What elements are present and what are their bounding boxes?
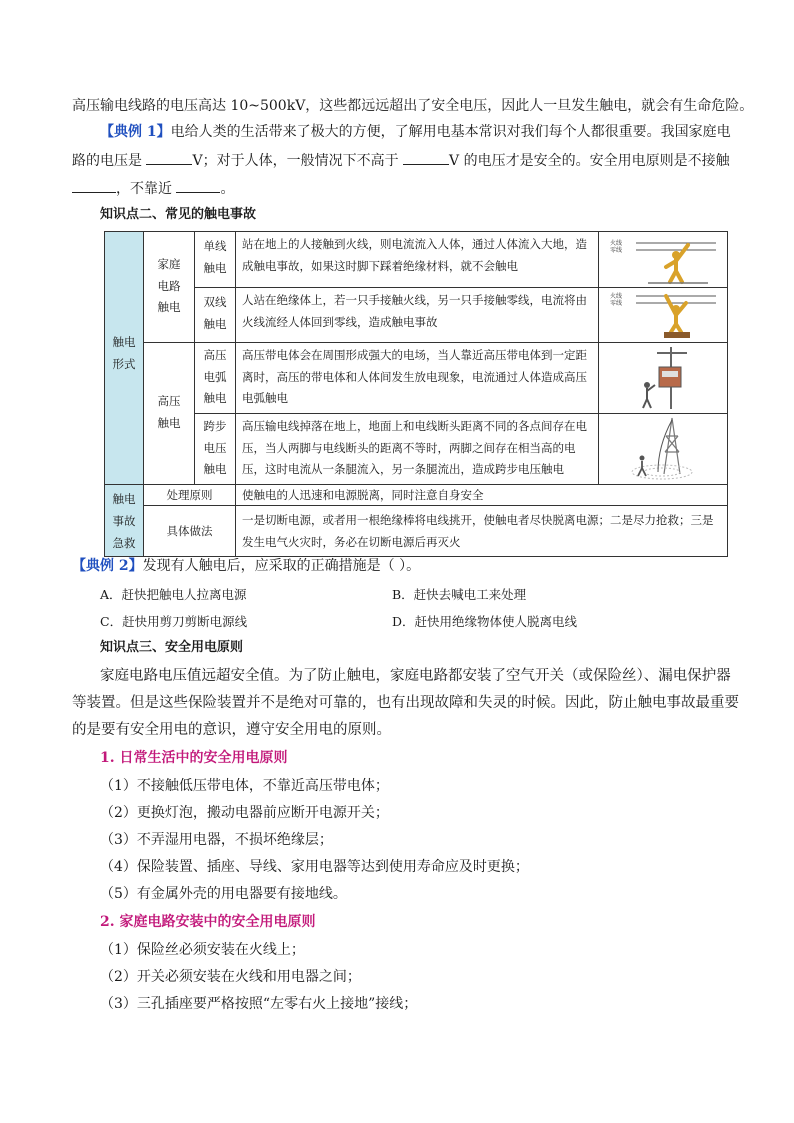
example1-line2 <box>72 150 732 171</box>
section3-title: 知识点三、安全用电原则 <box>100 640 244 655</box>
fig2-live-label: 火线 <box>610 293 623 300</box>
sub1-title: 1. 日常生活中的安全用电原则 <box>100 750 288 766</box>
group-home-1: 家庭 <box>157 257 181 271</box>
sub2-item-3: （3）三孔插座要严格按照“左零右火上接地”接线； <box>100 996 418 1012</box>
sub1-item-1: （1）不接触低压带电体，不靠近高压带电体； <box>100 778 389 794</box>
example1-text2b: V；对于人体，一般情况下不高于 <box>192 153 404 169</box>
group-high-voltage <box>143 342 195 485</box>
group-home-2: 电路 <box>157 278 181 293</box>
example1-text3b: 。 <box>220 181 235 197</box>
sub1-item-5: （5）有金属外壳的用电器要有接地线。 <box>100 886 347 902</box>
double-wire-illustration <box>608 290 718 340</box>
type-double-wire <box>194 287 236 343</box>
type-single-2: 触电 <box>203 260 227 275</box>
step-voltage-figure <box>598 413 728 485</box>
aid-method-label: 具体做法 <box>143 505 236 557</box>
col-first-aid-3: 急救 <box>112 536 136 550</box>
answer-blank-1[interactable] <box>146 150 192 165</box>
option-b[interactable]: B．赶快去喊电工来处理 <box>392 587 527 602</box>
type-arc-2: 电弧 <box>203 369 227 384</box>
option-c[interactable]: C．赶快用剪刀剪断电源线 <box>100 614 248 629</box>
col-shock-form-1: 触电 <box>112 335 136 349</box>
step-voltage-illustration <box>628 416 698 482</box>
type-single-wire <box>194 231 236 288</box>
desc-single-wire: 站在地上的人接触到火线，则电流流入人体，通过人体流入大地，造成触电事故，如果这时脚下踩着绝缘材料，就不会触电 <box>235 231 599 288</box>
desc-arc: 高压带电体会在周围形成强大的电场，当人靠近高压带电体到一定距离时，高压的带电体和人体间发生放电现象，电流通过人体造成高压电弧触电 <box>235 342 599 414</box>
sub2-title: 2. 家庭电路安装中的安全用电原则 <box>100 914 316 930</box>
example1-line3 <box>72 178 732 199</box>
type-arc <box>194 342 236 414</box>
type-arc-1: 高压 <box>203 348 227 362</box>
arc-shock-figure <box>598 342 728 414</box>
type-step-2: 电压 <box>203 440 227 455</box>
answer-blank-4[interactable] <box>176 178 220 193</box>
type-step-3: 触电 <box>203 462 227 476</box>
para-line-2: 等装置。但是这些保险装置并不是绝对可靠的，也有出现故障和失灵的时候。因此，防止触电事故最重要 <box>72 695 739 711</box>
example1-tag: 【典例 1】 <box>100 124 171 140</box>
option-d[interactable]: D．赶快用绝缘物体使人脱离电线 <box>392 614 578 629</box>
answer-blank-2[interactable] <box>403 150 449 165</box>
type-step-1: 跨步 <box>203 419 227 433</box>
sub2-item-1: （1）保险丝必须安装在火线上； <box>100 942 305 958</box>
sub1-item-2: （2）更换灯泡，搬动电器前应断开电源开关； <box>100 805 389 821</box>
col-first-aid-2: 事故 <box>112 514 136 528</box>
group-high-1: 高压 <box>157 394 181 408</box>
fig2-neutral-label: 零线 <box>610 300 623 307</box>
example1-text2c: V 的电压才是安全的。安全用电原则是不接触 <box>449 153 730 169</box>
single-wire-shock-figure <box>598 231 728 288</box>
answer-blank-3[interactable] <box>72 178 116 193</box>
aid-method-desc: 一是切断电源，或者用一根绝缘棒将电线挑开，使触电者尽快脱离电源；二是尽力抢救；三是发生电气火灾时，务必在切断电源后再灭火 <box>235 505 728 557</box>
fig1-live-label: 火线 <box>610 239 623 247</box>
double-wire-shock-figure <box>598 287 728 343</box>
type-arc-3: 触电 <box>203 391 227 405</box>
para-line-1: 家庭电路电压值远超安全值。为了防止触电，家庭电路都安装了空气开关（或保险丝）、漏电保护器 <box>100 668 731 684</box>
type-single-1: 单线 <box>203 239 227 253</box>
sub1-item-4: （4）保险装置、插座、导线、家用电器等达到使用寿命应及时更换； <box>100 859 529 875</box>
shock-accident-table <box>104 231 728 557</box>
type-double-1: 双线 <box>203 295 227 309</box>
col-shock-form <box>104 231 144 485</box>
example2-tag: 【典例 2】 <box>72 558 143 574</box>
option-a[interactable]: A．赶快把触电人拉离电源 <box>100 587 247 602</box>
col-first-aid <box>104 484 144 557</box>
col-first-aid-1: 触电 <box>112 492 136 506</box>
group-home-circuit <box>143 231 195 343</box>
example2-question: 发现有人触电后，应采取的正确措施是（ ）。 <box>142 558 421 574</box>
type-double-2: 触电 <box>203 316 227 331</box>
group-high-2: 触电 <box>157 415 181 430</box>
section2-title: 知识点二、常见的触电事故 <box>100 207 257 222</box>
aid-principle-label: 处理原则 <box>143 484 236 506</box>
fig1-neutral-label: 零线 <box>610 246 623 254</box>
example1-text2a: 路的电压是 <box>72 153 147 169</box>
example1-text3a: ，不靠近 <box>116 181 177 197</box>
aid-principle-desc: 使触电的人迅速和电源脱离，同时注意自身安全 <box>235 484 728 506</box>
example2-line <box>72 556 732 576</box>
single-wire-illustration <box>608 235 718 285</box>
sub1-item-3: （3）不弄湿用电器，不损坏绝缘层； <box>100 832 333 848</box>
col-shock-form-2: 形式 <box>112 356 136 371</box>
intro-line: 高压输电线路的电压高达 10~500kV，这些都远远超出了安全电压，因此人一旦发生触电，就会有生命危险。 <box>72 98 754 114</box>
sub2-item-2: （2）开关必须安装在火线和用电器之间； <box>100 969 361 985</box>
para-line-3: 的是要有安全用电的意识，遵守安全用电的原则。 <box>72 722 391 738</box>
desc-step-voltage: 高压输电线掉落在地上，地面上和电线断头距离不同的各点间存在电压，当人两脚与电线断头的距离不等时，两脚之间存在相当高的电压，这时电流从一条腿流入，另一条腿流出，造成跨步电压触电 <box>235 413 599 485</box>
arc-illustration <box>633 345 693 411</box>
type-step-voltage <box>194 413 236 485</box>
example1-line1 <box>100 122 760 142</box>
example1-text1: 电给人类的生活带来了极大的方便，了解用电基本常识对我们每个人都很重要。我国家庭电 <box>170 124 731 140</box>
group-home-3: 触电 <box>157 300 181 314</box>
desc-double-wire: 人站在绝缘体上，若一只手接触火线，另一只手接触零线，电流将由火线流经人体回到零线，造成触电事故 <box>235 287 599 343</box>
